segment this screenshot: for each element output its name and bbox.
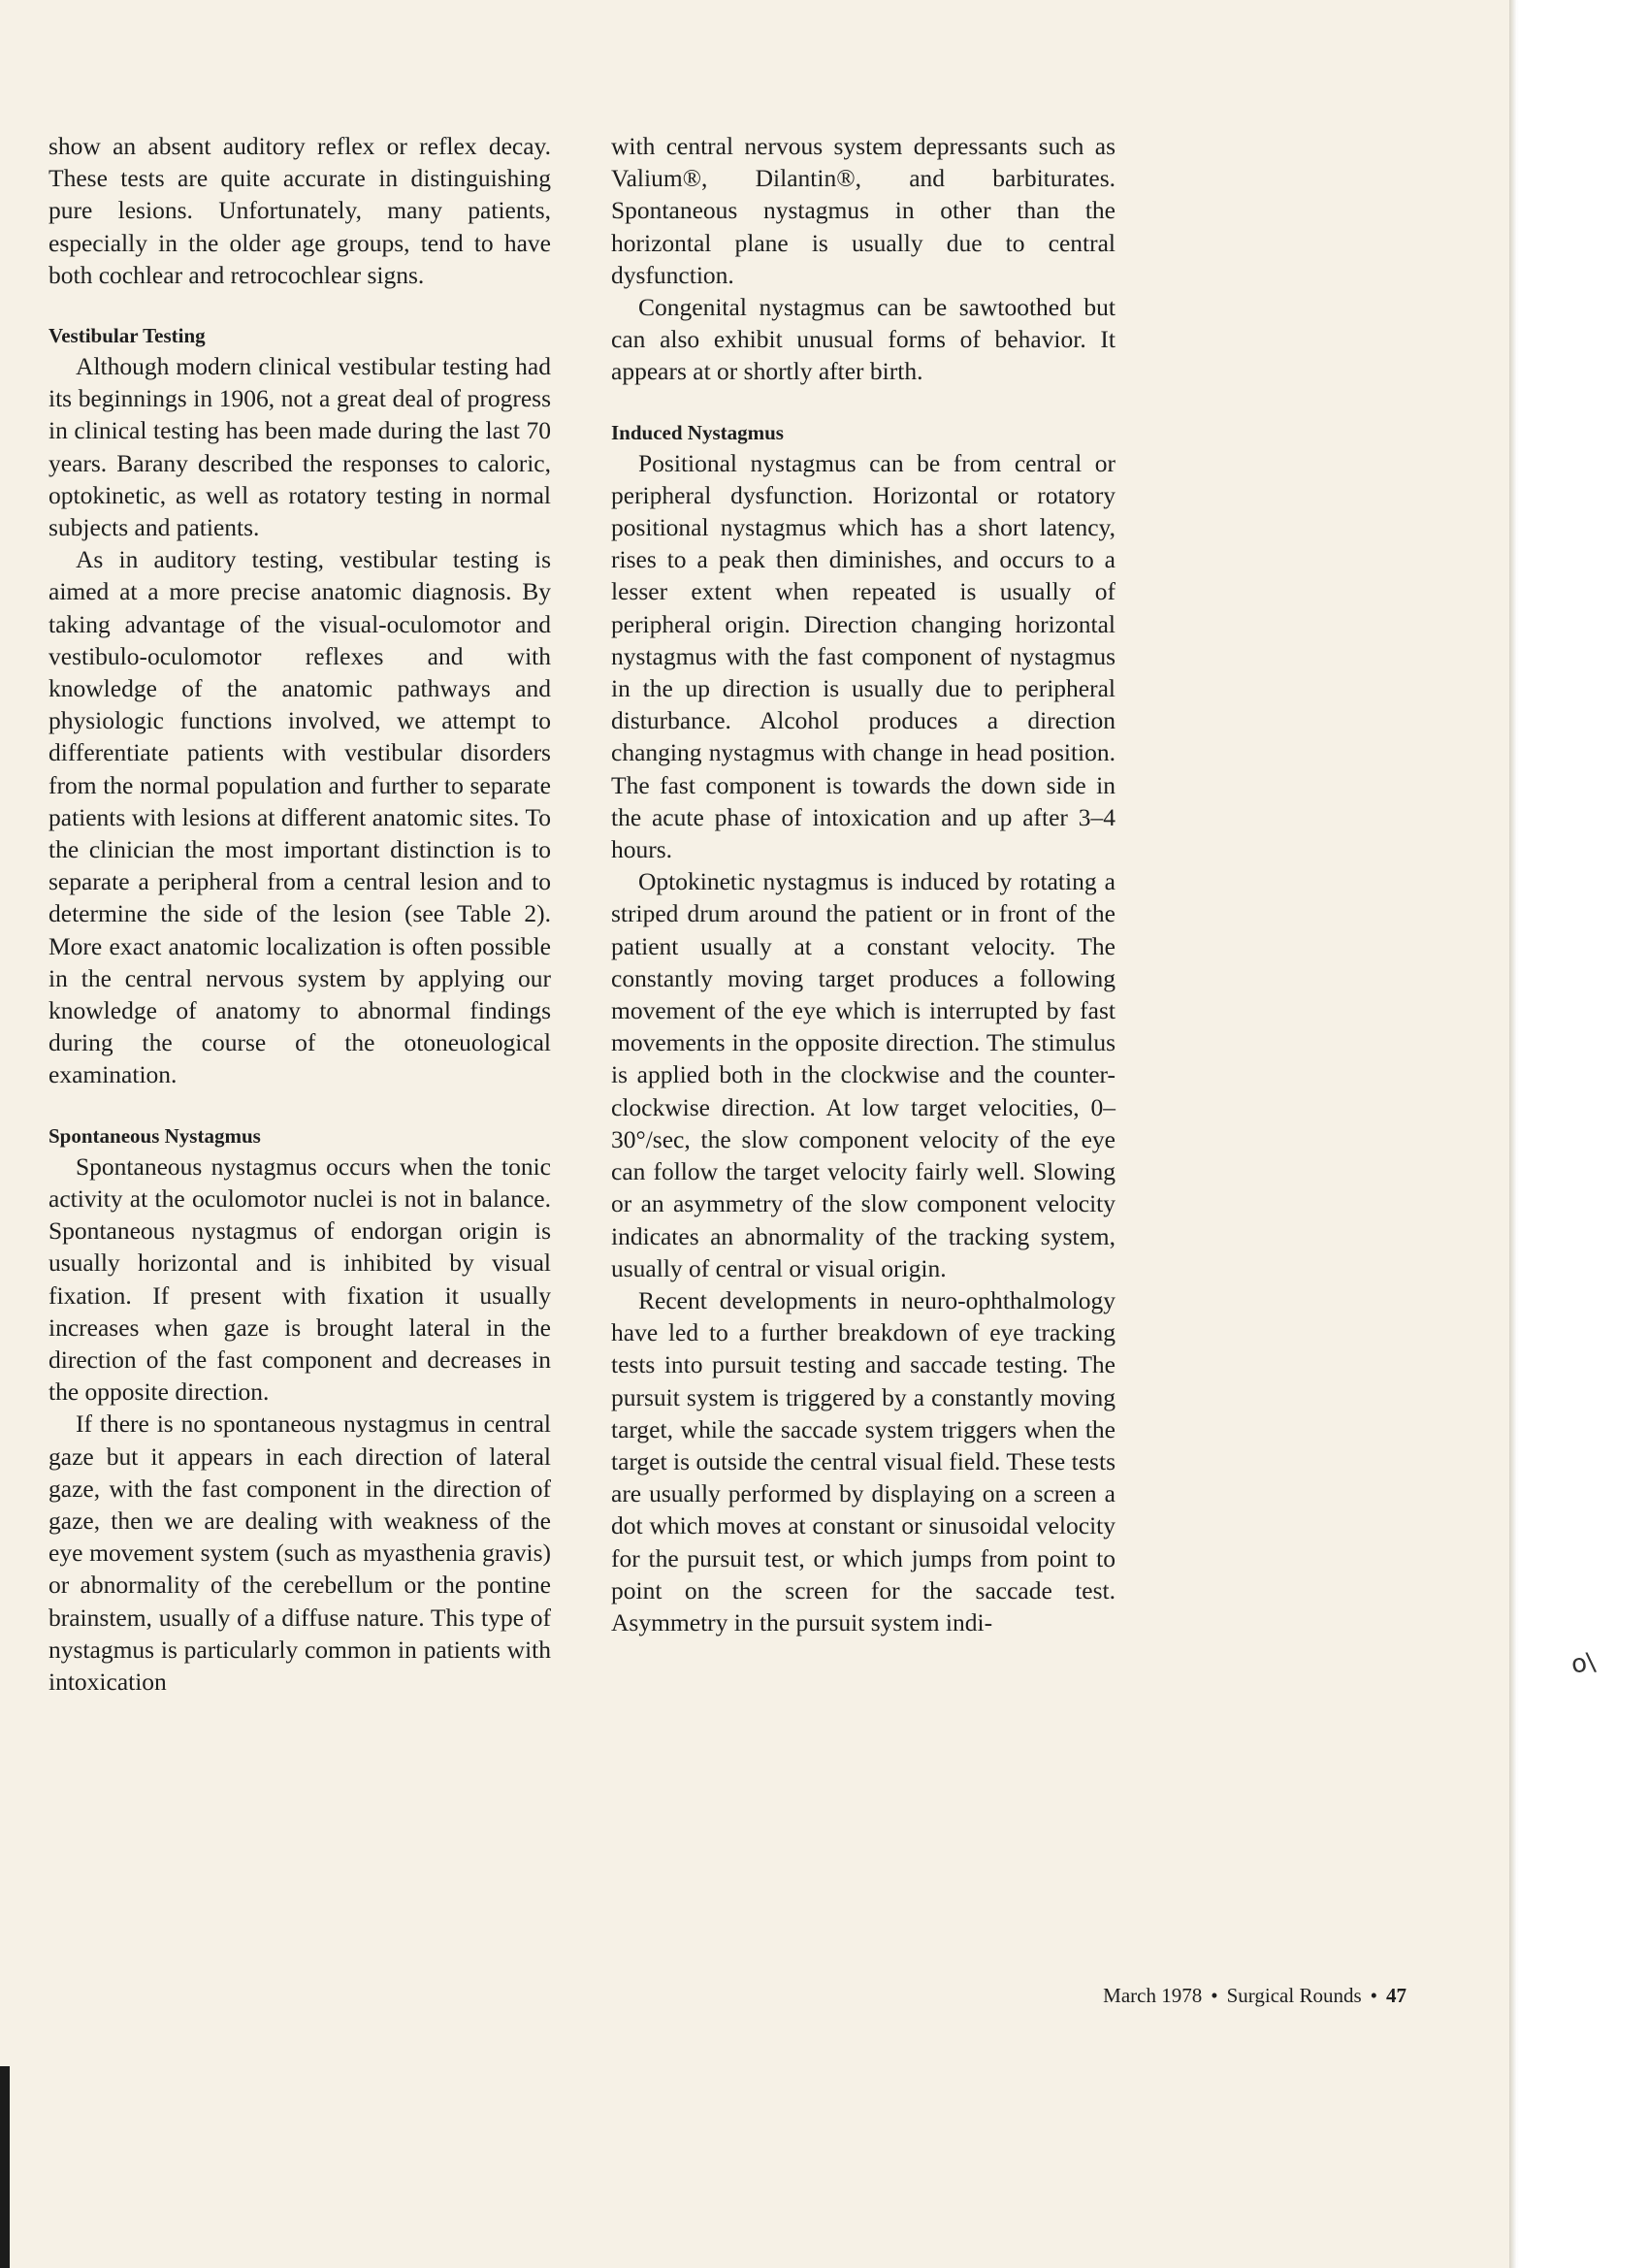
paragraph-vestibular-2: As in auditory testing, vestibular testing is aimed at a more precise anatomic diagnosis. By taking advantage of the visual-oculomotor and vestibulo-oculomotor reflexes and with knowledge of the anatomic pathways and physiologic functions involved, we attempt to differentiate patients with vestibular disorders from the normal population and further to separate patients with lesions at different anatomic sites. To the clinician the most important distinction is to separate a peripheral from a central lesion and to determine the side of the lesion (see Table 2). More exact anatomic localization is often possible in the central nervous system by applying our knowledge of anatomy to abnormal findings during the course of the otoneuological examination.: [48, 545, 551, 1089]
paragraph-optokinetic: Optokinetic nystagmus is induced by rotating a striped drum around the patient or in front of the patient usually at a constant velocity. The constantly moving target produces a following movement of the eye which is interrupted by fast movements in the opposite direction. The stimulus is applied both in the clockwise and the counter-clockwise direction. At low target velocities, 0–30°/sec, the slow component velocity of the eye can follow the target velocity fairly well. Slowing or an asymmetry of the slow component velocity indicates an abnormality of the tracking system, usually of central or visual origin.: [611, 867, 1116, 1282]
paragraph-continued: with central nervous system depressants such as Valium®, Dilantin®, and barbiturates. Spontaneous nystagmus in other than the horizontal plane is usually due to central dysfunction.: [611, 132, 1116, 289]
page-edge-shadow: [1509, 0, 1517, 2268]
paragraph-vestibular-1: Although modern clinical vestibular testing had its beginnings in 1906, not a great deal of progress in clinical testing has been made during the last 70 years. Barany described the responses to caloric, optokinetic, as well as rotatory testing in normal subjects and patients.: [48, 352, 551, 542]
paragraph-congenital: Congenital nystagmus can be sawtoothed but can also exhibit unusual forms of behavior. It appears at or shortly after birth.: [611, 293, 1116, 386]
paragraph-intro: show an absent auditory reflex or reflex decay. These tests are quite accurate in distinguishing pure lesions. Unfortunately, many patients, especially in the older age groups, tend to have both cochlear and retrocochlear signs.: [48, 132, 551, 289]
heading-spontaneous-nystagmus: Spontaneous Nystagmus: [48, 1123, 261, 1148]
paragraph-recent: Recent developments in neuro-ophthalmology have led to a further breakdown of eye tracking tests into pursuit testing and saccade testing. The pursuit system is triggered by a constantly moving target, while the saccade system triggers when the target is outside the central visual field. These tests are usually performed by displaying on a screen a dot which moves at constant or sinusoidal velocity for the pursuit test, or which jumps from point to point on the screen for the saccade test. Asymmetry in the pursuit system indi-: [611, 1285, 1116, 1636]
footer-page-number: 47: [1386, 1984, 1406, 2007]
footer-publication: Surgical Rounds: [1226, 1984, 1362, 2007]
heading-vestibular-testing: Vestibular Testing: [48, 324, 206, 348]
handwritten-margin-mark: o\: [1569, 1647, 1598, 1680]
paragraph-spontaneous-1: Spontaneous nystagmus occurs when the tonic activity at the oculomotor nuclei is not in balance. Spontaneous nystagmus of endorgan origin is usually horizontal and is inhibited by visual fixation. If present with fixation it usually increases when gaze is brought lateral in the direction of the fast component and decreases in the opposite direction.: [48, 1151, 551, 1407]
paragraph-spontaneous-2: If there is no spontaneous nystagmus in central gaze but it appears in each direction of lateral gaze, with the fast component in the direction of gaze, then we are dealing with weakness of the eye movement system (such as myasthenia gravis) or abnormality of the cerebellum or the pontine brainstem, usually of a diffuse nature. This type of nystagmus is particularly common in patients with intoxication: [48, 1409, 551, 1696]
binding-edge: [0, 2066, 10, 2268]
footer-separator-2: •: [1370, 1984, 1377, 2007]
heading-induced-nystagmus: Induced Nystagmus: [611, 420, 784, 444]
page-footer: [970, 1984, 1406, 2008]
right-column: [611, 130, 1116, 1638]
footer-date: March 1978: [1103, 1984, 1203, 2007]
paragraph-positional: Positional nystagmus can be from central or peripheral dysfunction. Horizontal or rotatory positional nystagmus which has a short latency, rises to a peak then diminishes, and occurs to a lesser extent when repeated is usually of peripheral origin. Direction changing horizontal nystagmus with the fast component of nystagmus in the up direction is usually due to peripheral disturbance. Alcohol produces a direction changing nystagmus with change in head position. The fast component is towards the down side in the acute phase of intoxication and up after 3–4 hours.: [611, 448, 1116, 864]
footer-separator: •: [1211, 1984, 1218, 2007]
left-column: [48, 130, 551, 1698]
